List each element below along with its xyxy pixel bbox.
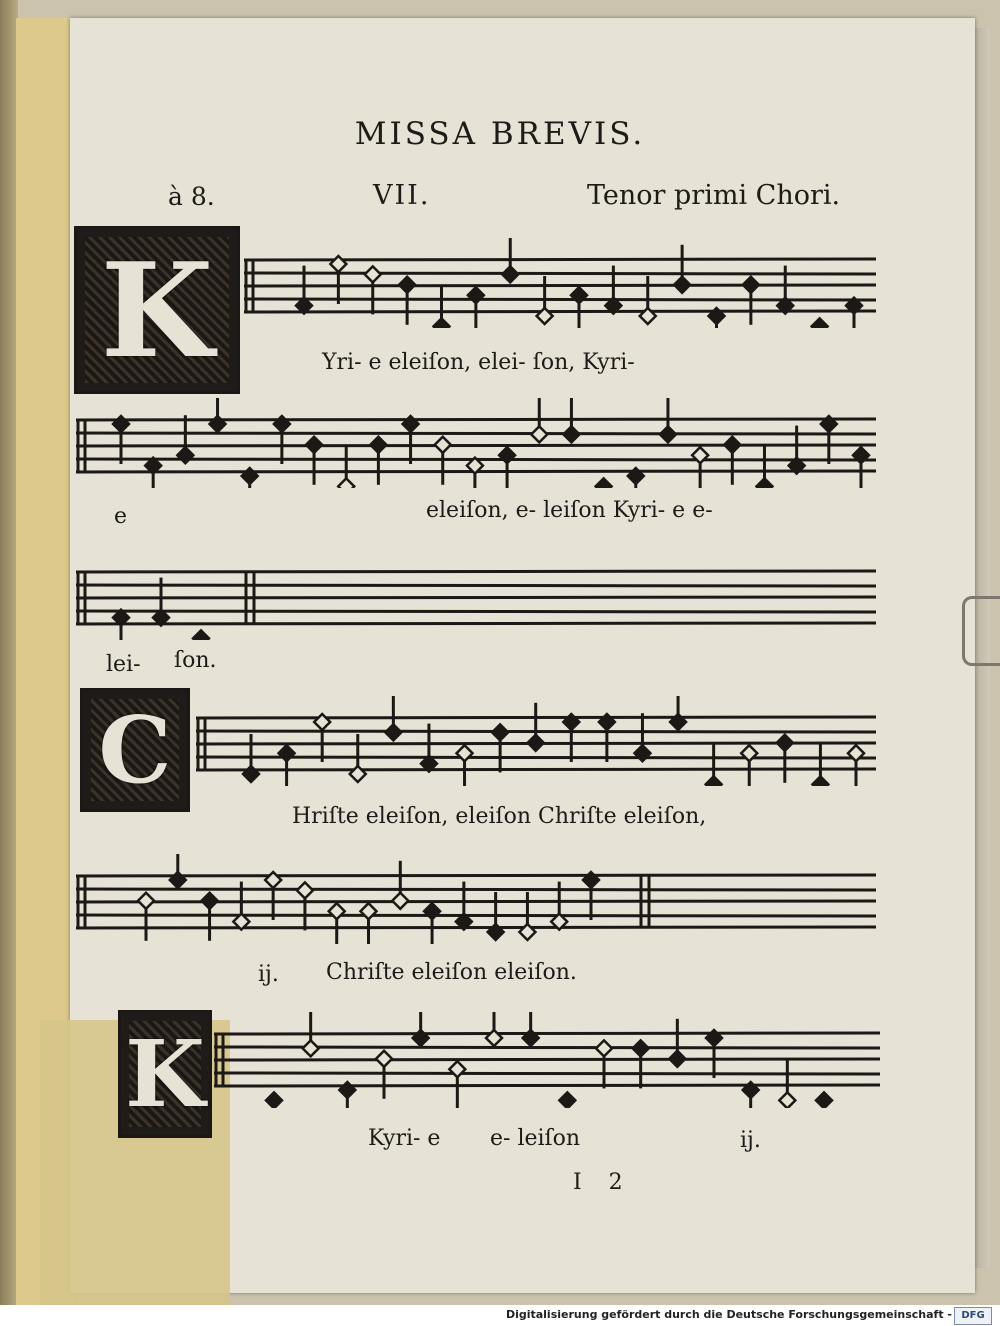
music-staff-6 — [214, 1012, 880, 1108]
lyric-line-5b: Chriſte eleiſon eleiſon. — [326, 960, 577, 985]
music-staff-3 — [76, 550, 876, 640]
lyric-line-6a: Kyri- e — [368, 1126, 441, 1151]
voices-label: à 8. — [168, 182, 215, 211]
lyric-line-6b: e- leiſon — [490, 1126, 581, 1151]
music-staff-4 — [196, 696, 876, 786]
initial-k-1: K — [74, 226, 240, 394]
mass-number: VII. — [373, 180, 431, 211]
page-number: I 2 — [573, 1170, 633, 1195]
footer-credit: Digitalisierung gefördert durch die Deutsche Forschungsgemeinschaft - — [505, 1308, 952, 1321]
page-title: MISSA BREVIS. — [354, 116, 646, 152]
lyric-line-2b: eleiſon, e- leiſon Kyri- e e- — [426, 498, 713, 523]
lyric-line-1: Yri- e eleiſon, elei- ſon, Kyri- — [322, 350, 635, 375]
lyric-line-3b: ſon. — [174, 648, 217, 673]
lyric-line-4: Hriſte eleiſon, eleiſon Chriſte eleiſon, — [292, 804, 707, 829]
lyric-line-3a: lei- — [106, 652, 141, 677]
lyric-line-2a: e — [114, 504, 128, 529]
music-staff-1 — [244, 238, 876, 328]
part-label: Tenor primi Chori. — [587, 180, 841, 211]
lyric-line-6c: ij. — [740, 1128, 761, 1153]
initial-k-2: K — [118, 1010, 212, 1138]
music-staff-5 — [76, 854, 876, 944]
dfg-logo: DFG — [954, 1307, 992, 1325]
lyric-line-5a: ij. — [258, 962, 279, 987]
initial-c: C — [80, 688, 190, 812]
footer-bar — [0, 1305, 1000, 1326]
page-clip — [962, 596, 1000, 666]
music-staff-2 — [76, 398, 876, 488]
